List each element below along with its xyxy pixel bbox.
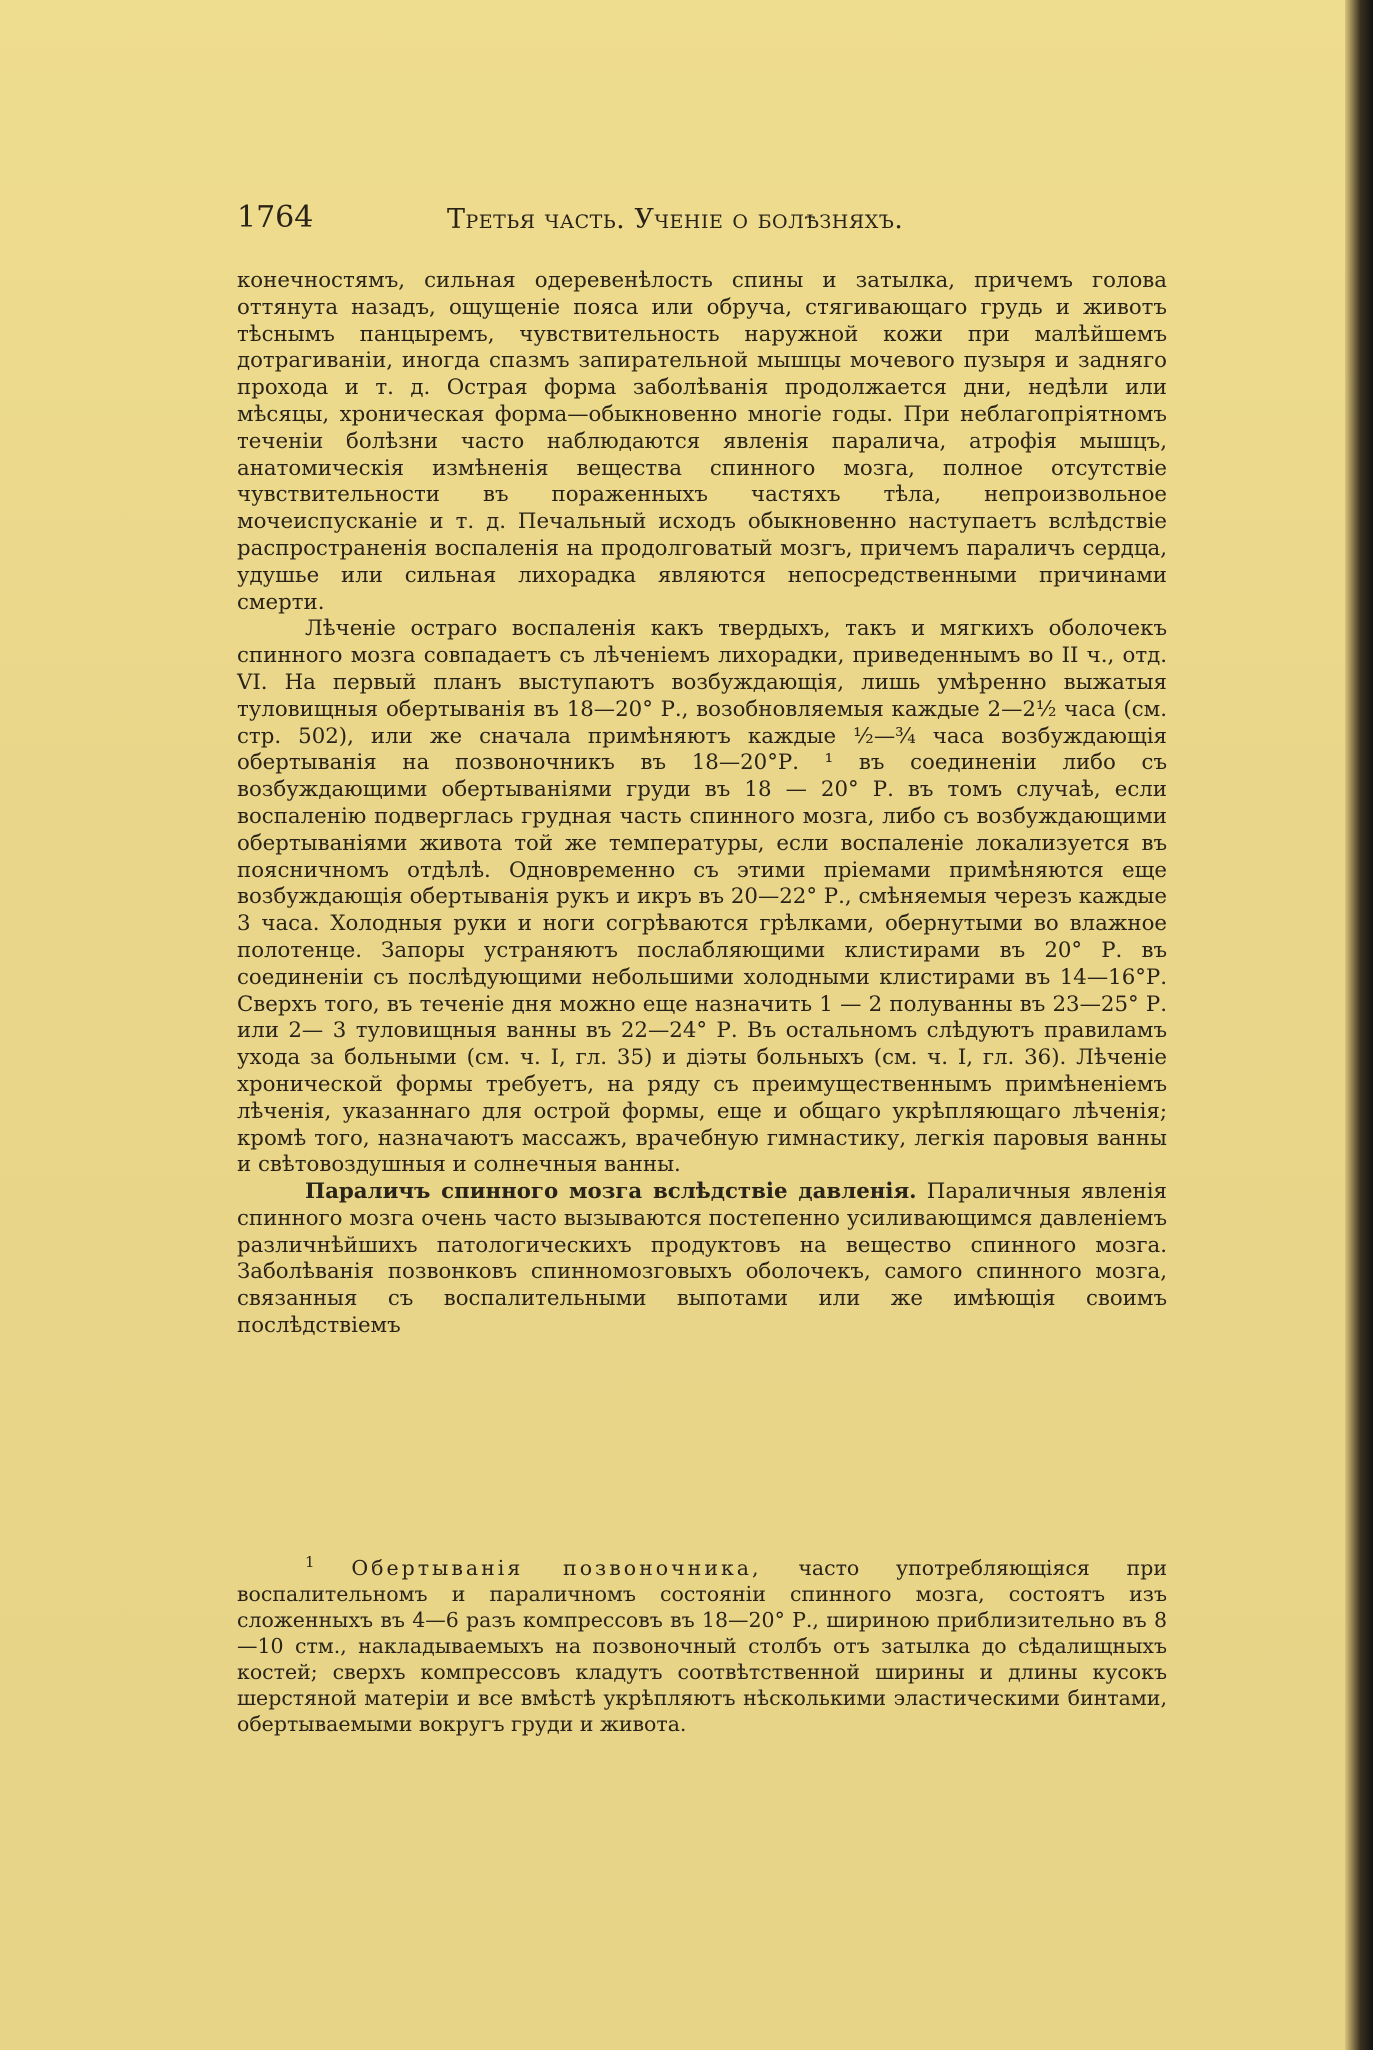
section-text: Параличныя явленія спинного мозга очень часто вызываются постепенно усиливающимся давленіемъ различнѣйшихъ патологическихъ продуктовъ на вещество спинного мозга. Заболѣванія позвонковъ спинномозговыхъ оболочекъ, самого спинного мозга, связанныя съ воспалительными выпотами или же имѣющія своимъ послѣдствіемъ (237, 1179, 1167, 1339)
page-number: 1764 (237, 200, 314, 235)
body-text (237, 268, 1167, 1340)
paragraph-compression-paralysis (237, 1179, 1167, 1340)
footnote-1 (237, 1555, 1167, 1737)
footnote-mark: 1 (305, 1553, 315, 1572)
footnotes (237, 1555, 1167, 1737)
footnote-text: часто употребляющіяся при воспалительномъ и параличномъ состояніи спинного мозга, состоятъ изъ сложенныхъ въ 4—6 разъ компрессовъ въ 18—20° Р., шириною приблизительно въ 8—10 стм., накладываемыхъ на позвоночный столбъ отъ затылка до сѣдалищныхъ костей; сверхъ компрессовъ кладутъ соотвѣтственной ширины и длины кусокъ шерстяной матеріи и все вмѣстѣ укрѣпляютъ нѣсколькими эластическими бинтами, обертываемыми вокругъ груди и живота. (237, 1556, 1167, 1736)
paragraph-treatment: Лѣченіе остраго воспаленія какъ твердыхъ, такъ и мягкихъ оболочекъ спинного мозга совпадаетъ съ лѣченіемъ лихорадки, приведеннымъ во II ч., отд. VI. На первый планъ выступаютъ возбуждающія, лишь умѣренно выжатыя туловищныя обертыванія въ 18—20° Р., возобновляемыя каждые 2—2½ часа (см. стр. 502), или же сначала примѣняютъ каждые ½—¾ часа возбуждающія обертыванія на позвоночникъ въ 18—20°Р. ¹ въ соединеніи либо съ возбуждающими обертываніями груди въ 18 — 20° Р. въ томъ случаѣ, если воспаленію подверглась грудная часть спинного мозга, либо съ возбуждающими обертываніями живота той же температуры, если воспаленіе локализуется въ поясничномъ отдѣлѣ. Одновременно съ этими пріемами примѣняются еще возбуждающія обертыванія рукъ и икръ въ 20—22° Р., смѣняемыя черезъ каждые 3 часа. Холодныя руки и ноги согрѣваются грѣлками, обернутыми во влажное полотенце. Запоры устраняютъ послабляющими клистирами въ 20° Р. въ соединеніи съ послѣдующими небольшими холодными клистирами въ 14—16°Р. Сверхъ того, въ теченіе дня можно еще назначить 1 — 2 полуванны въ 23—25° Р. или 2— 3 туловищныя ванны въ 22—24° Р. Въ остальномъ слѣдуютъ правиламъ ухода за больными (см. ч. I, гл. 35) и діэты больныхъ (см. ч. I, гл. 36). Лѣченіе хронической формы требуетъ, на ряду съ преимущественнымъ примѣненіемъ лѣченія, указаннаго для острой формы, еще и общаго укрѣпляющаго лѣченія; кромѣ того, назначаютъ массажъ, врачебную гимнастику, легкія паровыя ванны и свѣтовоздушныя и солнечныя ванны. (237, 616, 1167, 1178)
section-heading: Параличъ спинного мозга вслѣдствіе давленія. (305, 1179, 917, 1205)
book-spine-shadow (1345, 0, 1373, 2050)
paragraph-symptoms: конечностямъ, сильная одеревенѣлость спины и затылка, причемъ голова оттянута назадъ, ощущеніе пояса или обруча, стягивающаго грудь и животъ тѣснымъ панцыремъ, чувствительность наружной кожи при малѣйшемъ дотрагиваніи, иногда спазмъ запирательной мышцы мочевого пузыря и задняго прохода и т. д. Острая форма заболѣванія продолжается дни, недѣли или мѣсяцы, хроническая форма—обыкновенно многіе годы. При неблагопріятномъ теченіи болѣзни часто наблюдаются явленія паралича, атрофія мышцъ, анатомическія измѣненія вещества спинного мозга, полное отсутствіе чувствительности въ пораженныхъ частяхъ тѣла, непроизвольное мочеиспусканіе и т. д. Печальный исходъ обыкновенно наступаетъ вслѣдствіе распространенія воспаленія на продолговатый мозгъ, причемъ параличъ сердца, удушье или сильная лихорадка являются непосредственными причинами смерти. (237, 268, 1167, 615)
running-title: Третья часть. Ученіе о болѣзняхъ. (447, 204, 904, 235)
footnote-term: Обертыванія позвоночника, (351, 1556, 762, 1580)
running-head (237, 200, 1167, 244)
